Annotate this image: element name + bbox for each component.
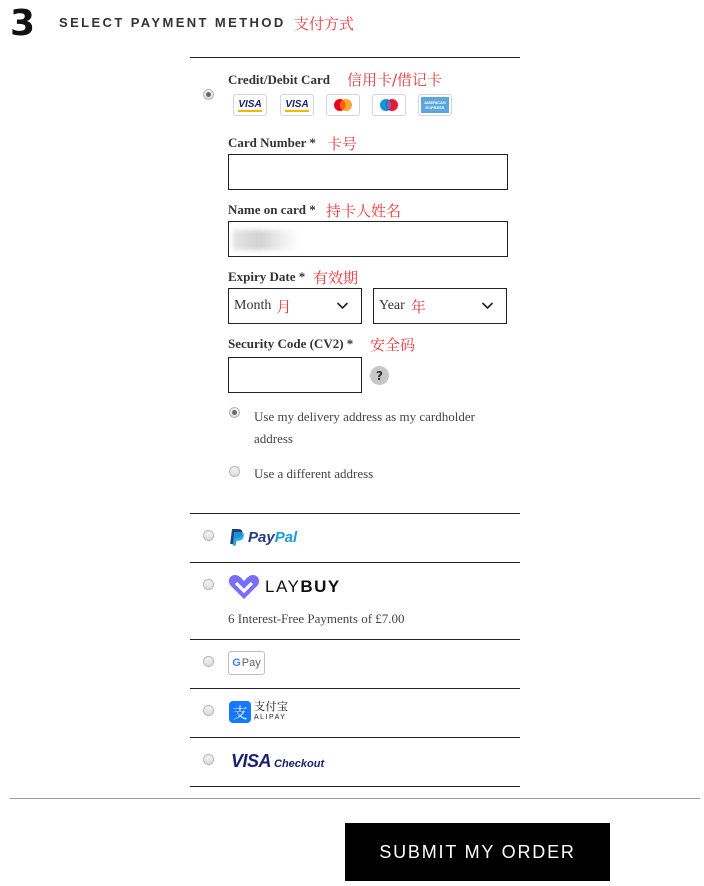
laybuy-heart-icon xyxy=(228,574,260,600)
section-separator xyxy=(10,798,700,799)
divider xyxy=(190,57,520,58)
googlepay-logo: G Pay xyxy=(228,651,265,675)
section-title: SELECT PAYMENT METHOD xyxy=(59,15,286,30)
different-address-radio[interactable] xyxy=(229,466,240,477)
expiry-year-select[interactable] xyxy=(373,288,507,324)
chevron-down-icon xyxy=(336,298,349,314)
name-on-card-annotation: 持卡人姓名 xyxy=(326,202,402,220)
visa-checkout-radio[interactable] xyxy=(203,754,214,765)
expiry-month-value: Month xyxy=(234,298,272,313)
visa-debit-logo-icon: VISA xyxy=(280,94,314,116)
section-title-annotation: 支付方式 xyxy=(294,15,355,33)
delivery-address-radio[interactable] xyxy=(229,407,240,418)
visa-checkout-logo: VISA Checkout xyxy=(231,751,325,771)
divider xyxy=(190,688,520,689)
divider xyxy=(190,639,520,640)
step-number: 3 xyxy=(10,3,36,44)
expiry-year-annotation: 年 xyxy=(410,297,426,316)
laybuy-logo: LAY BUY xyxy=(228,574,341,600)
paypal-icon xyxy=(229,528,245,546)
name-on-card-input[interactable] xyxy=(228,221,508,257)
divider xyxy=(190,513,520,514)
expiry-date-label: Expiry Date * xyxy=(228,269,306,284)
google-g-icon: G xyxy=(232,657,241,669)
card-number-label: Card Number * xyxy=(228,135,316,150)
maestro-logo-icon xyxy=(372,94,406,116)
divider xyxy=(190,786,520,787)
security-code-annotation: 安全码 xyxy=(370,336,416,354)
amex-logo-icon: AMERICAN EXPRESS xyxy=(418,94,452,116)
delivery-address-label: Use my delivery address as my cardholder address xyxy=(254,409,475,446)
expiry-date-annotation: 有效期 xyxy=(313,269,359,287)
name-on-card-label: Name on card * xyxy=(228,202,316,217)
visa-logo-icon: VISA xyxy=(233,94,267,116)
alipay-icon: 支 xyxy=(229,701,251,723)
divider xyxy=(190,737,520,738)
card-number-input[interactable] xyxy=(228,154,508,190)
expiry-year-value: Year xyxy=(379,298,405,313)
card-number-annotation: 卡号 xyxy=(327,135,358,153)
laybuy-note: 6 Interest-Free Payments of £7.00 xyxy=(228,611,405,626)
card-option-annotation: 信用卡/借记卡 xyxy=(347,71,443,89)
security-code-input[interactable] xyxy=(228,357,362,393)
security-code-label: Security Code (CV2) * xyxy=(228,336,354,351)
divider xyxy=(190,562,520,563)
mastercard-logo-icon xyxy=(326,94,360,116)
help-icon[interactable]: ? xyxy=(370,366,389,385)
different-address-label: Use a different address xyxy=(254,466,374,481)
laybuy-radio[interactable] xyxy=(203,579,214,590)
chevron-down-icon xyxy=(481,298,494,314)
alipay-radio[interactable] xyxy=(203,705,214,716)
googlepay-radio[interactable] xyxy=(203,656,214,667)
expiry-month-select[interactable] xyxy=(228,288,362,324)
redacted-name xyxy=(233,230,299,250)
paypal-radio[interactable] xyxy=(203,530,214,541)
expiry-month-annotation: 月 xyxy=(276,297,292,316)
paypal-logo: Pay Pal xyxy=(229,528,297,546)
card-option-label: Credit/Debit Card xyxy=(228,72,330,87)
alipay-logo: 支 支付宝 ALIPAY xyxy=(229,701,289,723)
submit-order-button[interactable]: SUBMIT MY ORDER xyxy=(345,823,610,881)
card-radio[interactable] xyxy=(203,89,214,100)
